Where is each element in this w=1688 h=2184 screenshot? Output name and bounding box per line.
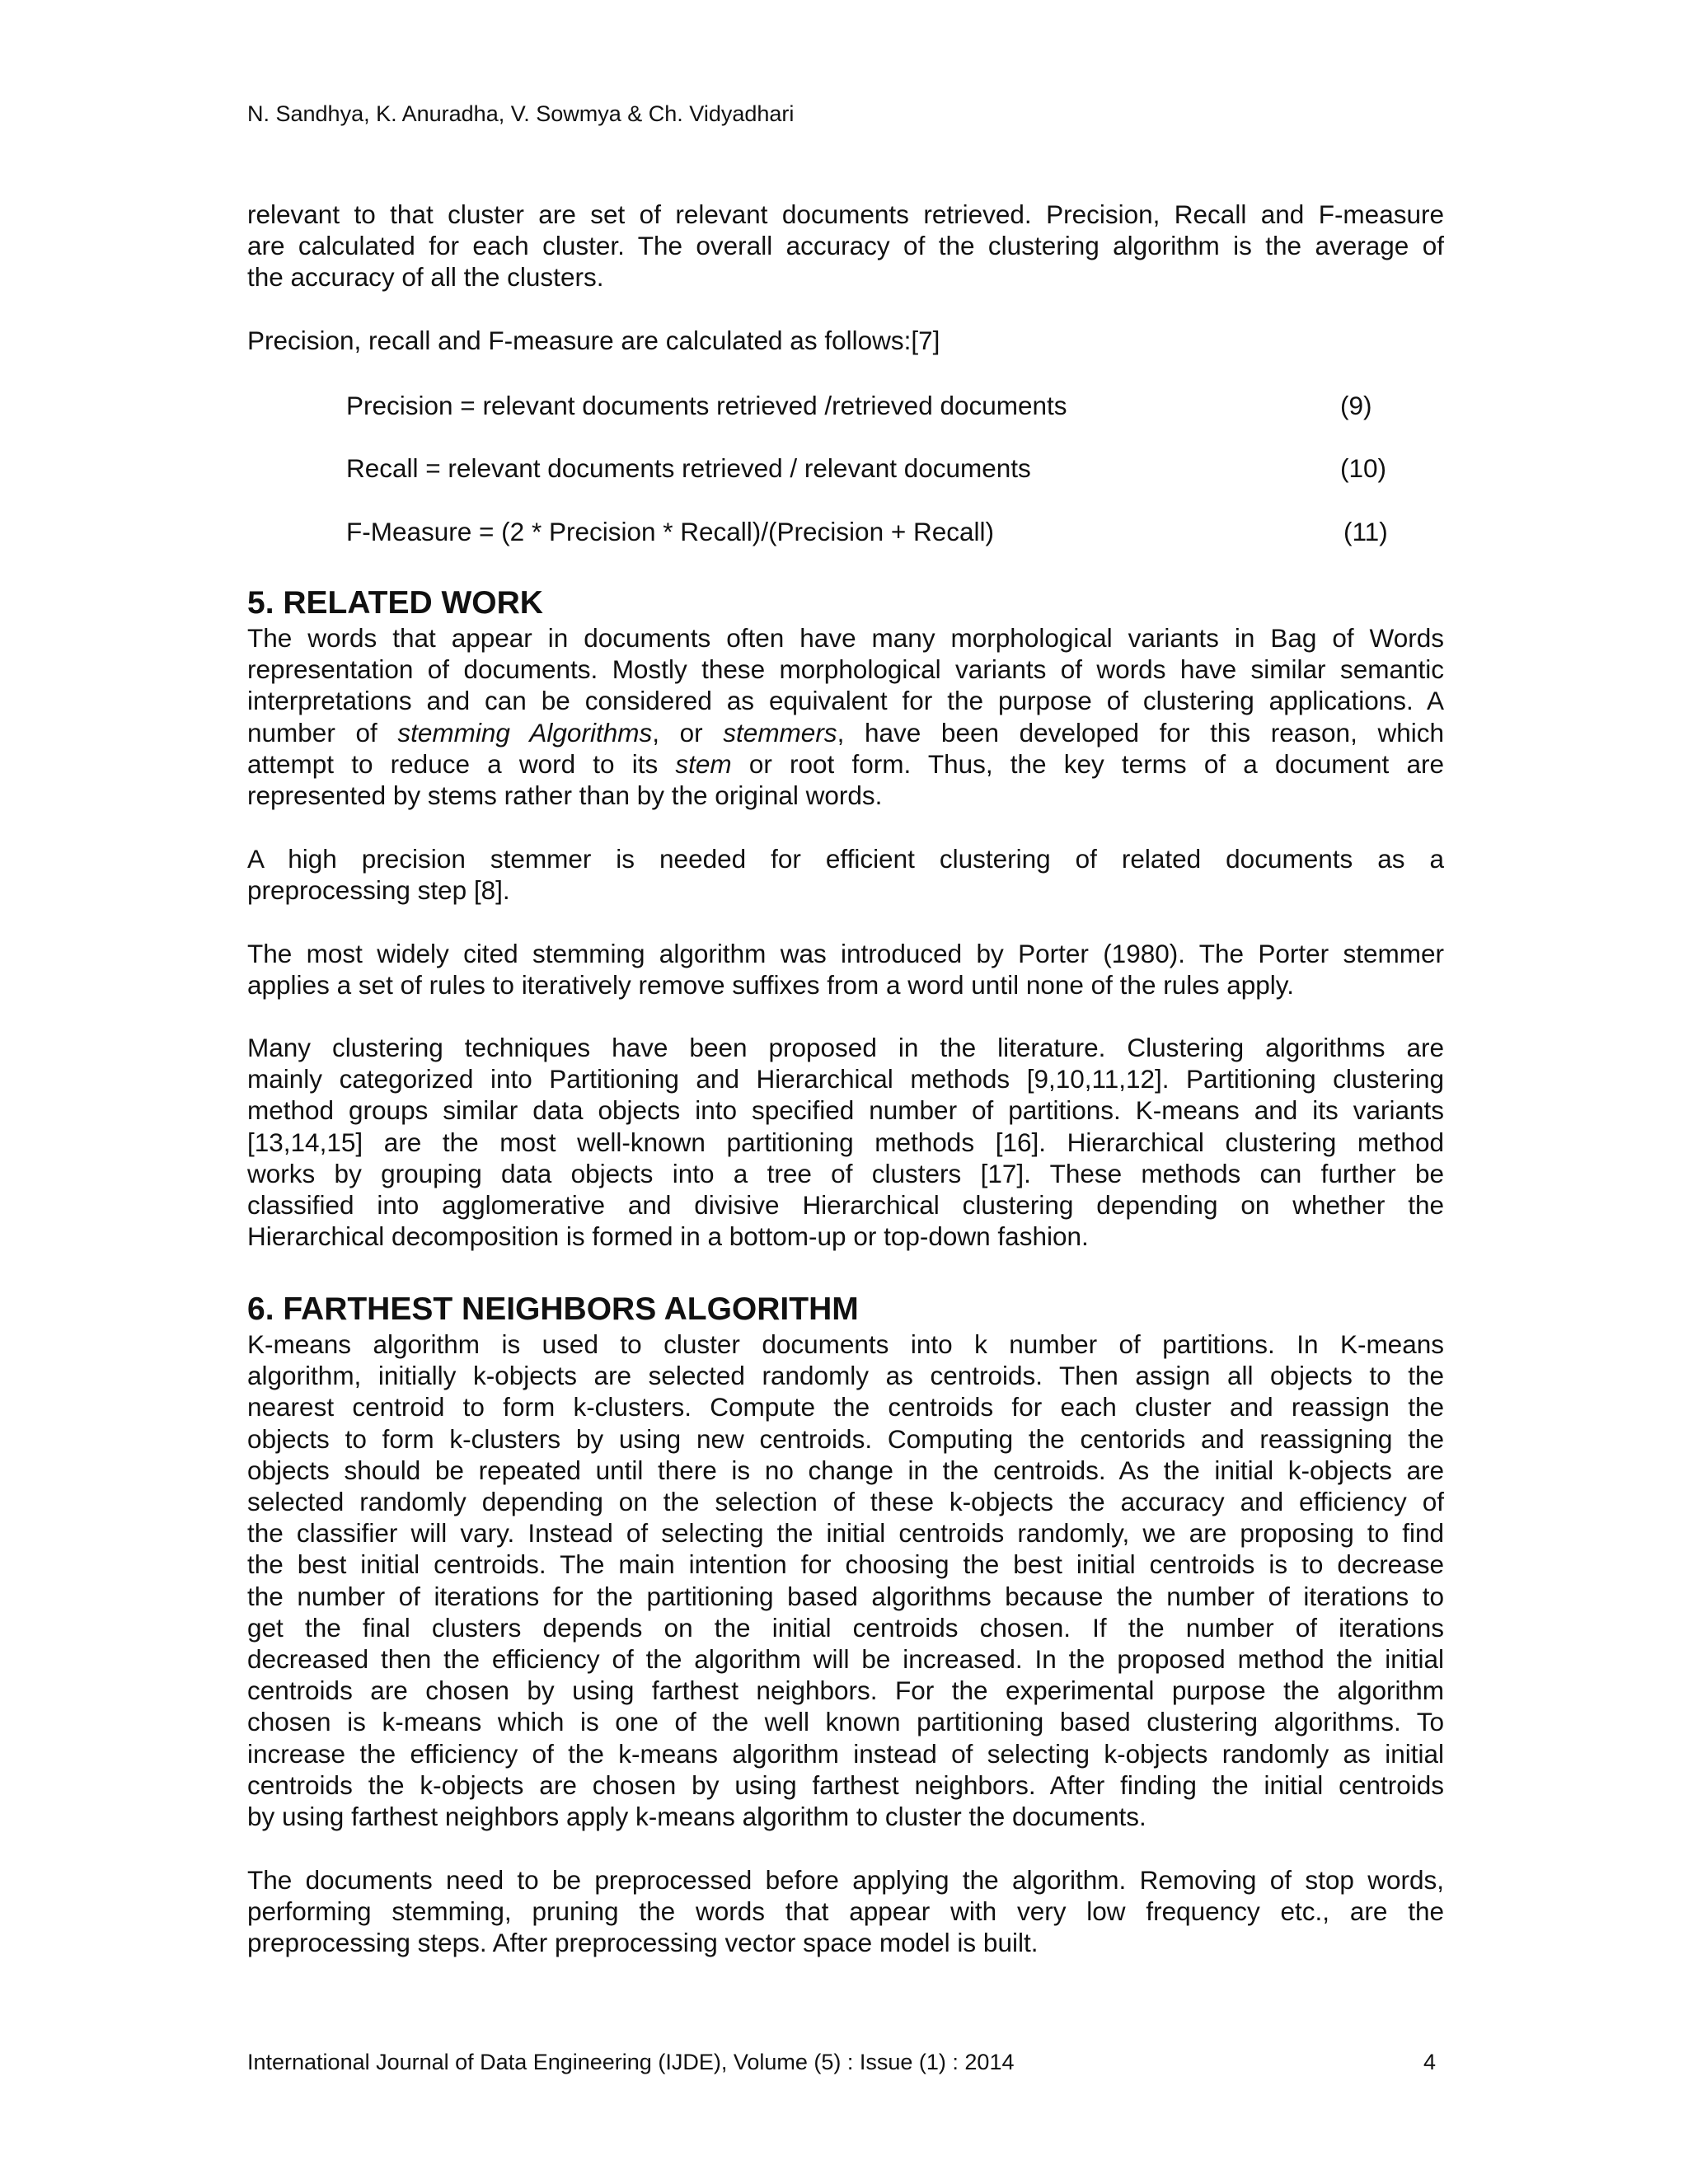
equation-number: (11) <box>1343 517 1388 546</box>
text-line: decreased then the efficiency of the algorithm will be increased. In the proposed method the initial <box>247 1644 1444 1675</box>
text-line: the classifier will vary. Instead of selecting the initial centroids randomly, we are proposing to find <box>247 1518 1444 1549</box>
text-line: increase the efficiency of the k-means algorithm instead of selecting k-objects randomly as initial <box>247 1738 1444 1769</box>
page-number: 4 <box>1423 2050 1436 2074</box>
text-line: The words that appear in documents often have many morphological variants in Bag of Words <box>247 623 1444 653</box>
equation-f-measure <box>346 516 1409 547</box>
section-heading-related-work: 5. RELATED WORK <box>247 585 543 621</box>
text-line: objects should be repeated until there is no change in the centroids. As the initial k-objects are <box>247 1455 1444 1485</box>
text-line: centroids are chosen by using farthest neighbors. For the experimental purpose the algorithm <box>247 1675 1444 1706</box>
equation-precision <box>346 390 1409 421</box>
equation-text: Recall = relevant documents retrieved / relevant documents <box>346 453 1031 483</box>
text-line: number of stemming Algorithms, or stemmers, have been developed for this reason, which <box>247 717 1445 748</box>
text-line: get the final clusters depends on the initial centroids chosen. If the number of iterations <box>247 1612 1444 1643</box>
equation-text: Precision = relevant documents retrieved /retrieved documents <box>346 391 1067 420</box>
text-line: applies a set of rules to iteratively remove suffixes from a word until none of the rules apply. <box>247 970 1294 1001</box>
calculation-intro: Precision, recall and F-measure are calculated as follows:[7] <box>247 326 940 355</box>
text-line: classified into agglomerative and divisive Hierarchical clustering depending on whether the <box>247 1190 1444 1221</box>
intro-paragraph <box>247 199 1444 293</box>
text-line: chosen is k-means which is one of the well known partitioning based clustering algorithms. To <box>247 1707 1444 1737</box>
related-work-paragraph-1 <box>247 622 1444 811</box>
footer-journal-citation: International Journal of Data Engineering (IJDE), Volume (5) : Issue (1) : 2014 <box>247 2050 1015 2074</box>
text-line: Many clustering techniques have been proposed in the literature. Clustering algorithms are <box>247 1033 1444 1062</box>
text-line: method groups similar data objects into specified number of partitions. K-means and its variants <box>247 1095 1444 1126</box>
page-footer <box>247 2047 1444 2077</box>
text-line: attempt to reduce a word to its stem or root form. Thus, the key terms of a document are <box>247 748 1445 779</box>
text-line: by using farthest neighbors apply k-means algorithm to cluster the documents. <box>247 1802 1146 1832</box>
equation-number: (9) <box>1340 391 1372 420</box>
text-line: selected randomly depending on the selection of these k-objects the accuracy and efficiency of <box>247 1487 1444 1517</box>
text-line: relevant to that cluster are set of relevant documents retrieved. Precision, Recall and F-measure <box>247 199 1444 229</box>
text-line: [13,14,15] are the most well-known partitioning methods [16]. Hierarchical clustering method <box>247 1127 1444 1157</box>
text-line: represented by stems rather than by the original words. <box>247 780 883 811</box>
text-line: the accuracy of all the clusters. <box>247 262 604 293</box>
text-line: The documents need to be preprocessed before applying the algorithm. Removing of stop words, <box>247 1865 1444 1895</box>
text-line: performing stemming, pruning the words that appear with very low frequency etc., are the <box>247 1896 1444 1927</box>
related-work-paragraph-4 <box>247 1032 1444 1252</box>
text-line: K-means algorithm is used to cluster documents into k number of partitions. In K-means <box>247 1329 1444 1359</box>
related-work-paragraph-3 <box>247 938 1444 1001</box>
text-line: Hierarchical decomposition is formed in a bottom-up or top-down fashion. <box>247 1221 1089 1252</box>
text-line: interpretations and can be considered as equivalent for the purpose of clustering applications. A <box>247 686 1444 716</box>
related-work-paragraph-2 <box>247 843 1444 906</box>
section-heading-farthest-neighbors: 6. FARTHEST NEIGHBORS ALGORITHM <box>247 1291 859 1327</box>
text-line: works by grouping data objects into a tree of clusters [17]. These methods can further be <box>247 1158 1444 1188</box>
equation-number: (10) <box>1340 453 1387 483</box>
text-line: centroids the k-objects are chosen by using farthest neighbors. After finding the initial centroids <box>247 1769 1444 1800</box>
text-line: nearest centroid to form k-clusters. Compute the centroids for each cluster and reassign the <box>247 1392 1444 1422</box>
text-line: representation of documents. Mostly these morphological variants of words have similar semantic <box>247 654 1444 685</box>
text-line: preprocessing step [8]. <box>247 875 510 906</box>
text-line: The most widely cited stemming algorithm was introduced by Porter (1980). The Porter stemmer <box>247 939 1444 968</box>
text-line: mainly categorized into Partitioning and Hierarchical methods [9,10,11,12]. Partitioning clustering <box>247 1064 1444 1094</box>
equation-recall <box>346 452 1409 484</box>
text-line: algorithm, initially k-objects are selected randomly as centroids. Then assign all objects to the <box>247 1361 1444 1391</box>
text-line: the best initial centroids. The main intention for choosing the best initial centroids is to decrease <box>247 1549 1444 1580</box>
text-line: the number of iterations for the partitioning based algorithms because the number of iterations to <box>247 1581 1444 1611</box>
emphasis-stemmers: stemmers <box>723 717 837 748</box>
emphasis-stem: stem <box>675 748 732 779</box>
emphasis-stemming-algorithms: stemming Algorithms <box>397 717 653 748</box>
equation-text: F-Measure = (2 * Precision * Recall)/(Precision + Recall) <box>346 517 995 546</box>
text-line: objects to form k-clusters by using new centroids. Computing the centorids and reassigning the <box>247 1423 1444 1454</box>
farthest-neighbors-paragraph-1 <box>247 1329 1444 1832</box>
farthest-neighbors-paragraph-2 <box>247 1864 1444 1959</box>
text-line: preprocessing steps. After preprocessing vector space model is built. <box>247 1928 1039 1958</box>
running-header-authors: N. Sandhya, K. Anuradha, V. Sowmya & Ch. Vidyadhari <box>247 101 795 126</box>
text-line: are calculated for each cluster. The overall accuracy of the clustering algorithm is the average of <box>247 231 1444 261</box>
text-line: A high precision stemmer is needed for efficient clustering of related documents as a <box>247 844 1444 874</box>
